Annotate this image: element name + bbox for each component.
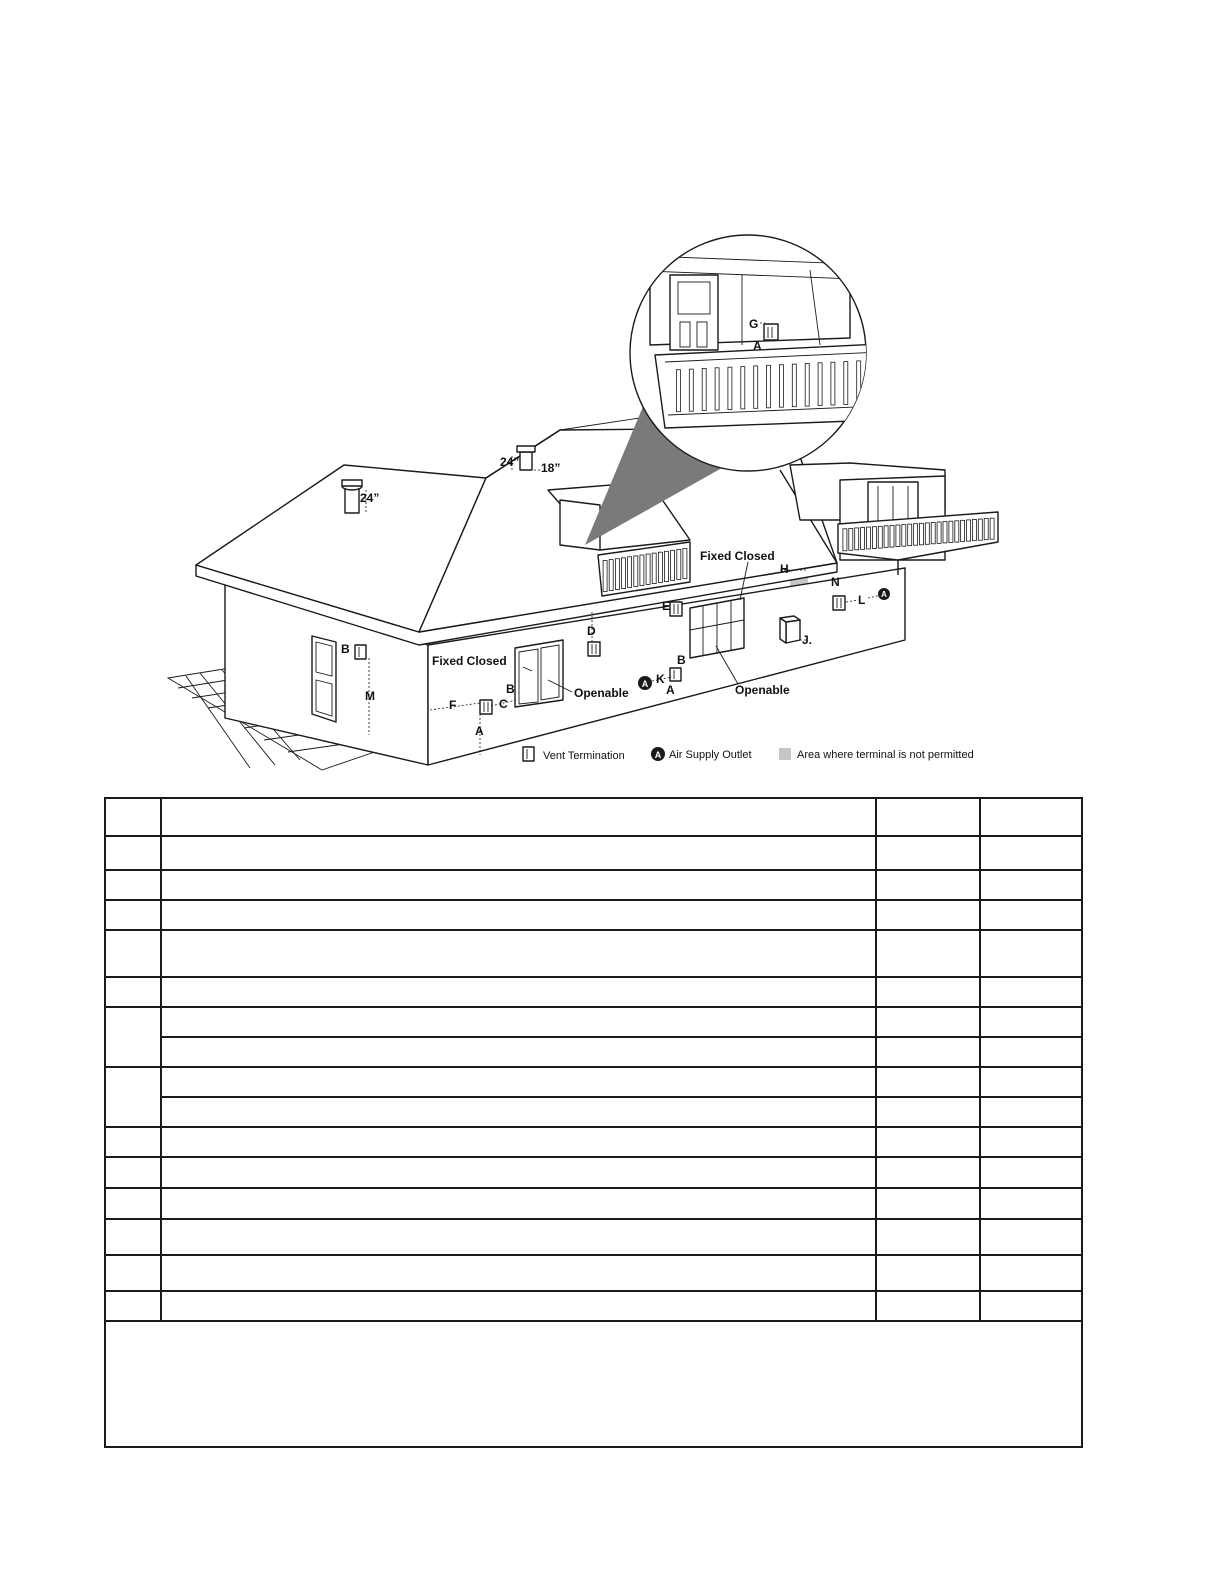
window-left — [515, 640, 563, 707]
balcony-spindle — [652, 553, 656, 583]
balcony-spindle — [949, 521, 953, 542]
table-cell — [105, 977, 161, 1007]
legend-grey-swatch — [779, 748, 791, 760]
table-cell — [980, 977, 1082, 1007]
balcony-spindle — [855, 528, 859, 550]
balcony-spindle — [961, 520, 965, 541]
clearance-label-g: G — [749, 317, 759, 331]
balcony-spindle — [925, 523, 929, 544]
balcony-spindle — [634, 556, 638, 587]
table-row — [105, 1219, 1082, 1255]
legend — [523, 747, 974, 762]
vent-termination-icon — [670, 602, 682, 616]
svg-text:A: A — [641, 679, 649, 689]
table-row — [105, 1097, 1082, 1127]
clearance-label-b-right: B — [677, 653, 686, 667]
balcony-spindle — [890, 525, 894, 547]
table-header-row — [105, 798, 1082, 836]
table-cell — [876, 1157, 980, 1188]
roof-clearance-vertical-left: 24” — [360, 491, 380, 505]
clearance-label-f: F — [449, 698, 457, 712]
balcony-spindle — [831, 362, 835, 405]
balcony-spindle — [671, 550, 675, 580]
vent-termination-icon — [670, 668, 681, 681]
table-cell — [876, 1188, 980, 1219]
balcony-spindle — [767, 365, 771, 408]
clearance-label-e: E — [662, 599, 671, 613]
balcony-spindle — [914, 524, 918, 546]
regulator-box — [780, 616, 800, 643]
table-cell — [980, 798, 1082, 836]
clearance-label-b-window: B — [506, 682, 515, 696]
balcony-spindle — [603, 561, 607, 592]
clearance-label-a-zoom: A — [753, 339, 762, 353]
balcony-spindle — [984, 519, 988, 540]
table-cell — [161, 1219, 876, 1255]
balcony-spindle — [955, 521, 959, 542]
table-cell — [161, 1157, 876, 1188]
table-row — [105, 870, 1082, 900]
table-cell — [876, 900, 980, 930]
table-cell — [876, 1219, 980, 1255]
vent-termination-icon — [523, 747, 534, 761]
table-row — [105, 900, 1082, 930]
table-cell — [105, 836, 161, 870]
clearance-label-b-door: B — [341, 642, 350, 656]
table-cell — [980, 900, 1082, 930]
table-cell — [980, 870, 1082, 900]
table-cell — [980, 930, 1082, 977]
vent-termination-icon — [833, 596, 845, 610]
table-cell — [980, 1097, 1082, 1127]
table-cell — [105, 1291, 161, 1321]
table-cell — [105, 1127, 161, 1157]
svg-text:A: A — [654, 750, 662, 760]
balcony-spindle — [990, 518, 994, 539]
balcony-spindle — [931, 522, 935, 543]
table-row — [105, 1067, 1082, 1097]
table-cell — [876, 977, 980, 1007]
clearance-label-n: N — [831, 575, 840, 589]
balcony-spindle — [665, 551, 669, 581]
table-cell — [876, 870, 980, 900]
balcony-spindle — [872, 527, 876, 549]
balcony-spindle — [646, 554, 650, 585]
table-row — [105, 1157, 1082, 1188]
table-cell — [980, 836, 1082, 870]
table-row — [105, 977, 1082, 1007]
table-cell — [161, 977, 876, 1007]
table-cell — [105, 1067, 161, 1127]
table-notes-row — [105, 1321, 1082, 1447]
table-cell — [161, 930, 876, 977]
balcony-spindle — [683, 549, 687, 579]
table-row — [105, 1037, 1082, 1067]
balcony-spindle — [676, 370, 680, 412]
label-fixed-closed-right: Fixed Closed — [700, 549, 775, 563]
table-cell — [161, 1291, 876, 1321]
table-cell — [161, 798, 876, 836]
vent-termination-icon — [764, 324, 778, 340]
balcony-spindle — [972, 520, 976, 541]
balcony-spindle — [978, 519, 982, 540]
label-openable-right: Openable — [735, 683, 790, 697]
balcony-spindle — [967, 520, 971, 541]
table-cell — [105, 1007, 161, 1067]
table-row — [105, 836, 1082, 870]
legend-air-supply-outlet: Air Supply Outlet — [669, 749, 752, 761]
balcony-spindle — [622, 558, 626, 589]
balcony-spindle — [818, 363, 822, 406]
balcony-spindle — [902, 525, 906, 547]
table-cell — [876, 836, 980, 870]
window-right — [690, 598, 744, 658]
balcony-spindle — [715, 368, 719, 410]
balcony-spindle — [861, 528, 865, 550]
table-cell — [876, 1067, 980, 1097]
table-cell — [161, 1067, 876, 1097]
clearance-label-j: J. — [802, 633, 813, 647]
clearance-label-l: L — [858, 593, 866, 607]
balcony-spindle — [615, 559, 619, 590]
balcony-spindle — [779, 365, 783, 408]
table-cell — [161, 900, 876, 930]
table-cell — [980, 1007, 1082, 1037]
legend-vent-termination: Vent Termination — [543, 750, 625, 762]
table-cell — [980, 1219, 1082, 1255]
balcony-spindle — [754, 366, 758, 408]
table-cell — [161, 1255, 876, 1291]
table-cell — [161, 1127, 876, 1157]
table-cell — [876, 1255, 980, 1291]
air-supply-outlet-icon — [638, 676, 652, 690]
table-cell — [876, 930, 980, 977]
table-cell — [105, 1188, 161, 1219]
table-cell — [161, 1097, 876, 1127]
table-cell — [980, 1157, 1082, 1188]
table-row — [105, 930, 1082, 977]
balcony-spindle — [792, 364, 796, 407]
balcony-spindle — [908, 524, 912, 546]
table-cell — [980, 1067, 1082, 1097]
balcony-spindle — [943, 522, 947, 543]
table-cell — [876, 798, 980, 836]
balcony-spindle — [867, 527, 871, 549]
label-openable-left: Openable — [574, 686, 629, 700]
balcony-spindle — [896, 525, 900, 547]
clearance-table — [104, 797, 1083, 1448]
balcony-spindle — [849, 528, 853, 550]
balcony-spindle — [628, 557, 632, 588]
table-cell — [876, 1127, 980, 1157]
table-cell — [980, 1291, 1082, 1321]
balcony-spindle — [937, 522, 941, 543]
table-row — [105, 1291, 1082, 1321]
table-cell — [980, 1127, 1082, 1157]
table-cell — [161, 1007, 876, 1037]
table-cell — [105, 1219, 161, 1255]
air-supply-outlet-icon — [651, 747, 665, 761]
table-cell — [876, 1037, 980, 1067]
vent-termination-icon — [480, 700, 492, 714]
table-cell — [161, 836, 876, 870]
clearance-label-k: K — [656, 672, 665, 686]
side-door — [312, 636, 336, 722]
table-cell — [876, 1007, 980, 1037]
table-cell — [980, 1188, 1082, 1219]
roof-clearance-horizontal: 18” — [541, 461, 561, 475]
balcony-spindle — [677, 549, 681, 579]
vent-termination-icon — [588, 642, 600, 656]
balcony-spindle — [805, 363, 809, 406]
roof-clearance-vertical-right: 24” — [500, 455, 520, 469]
balcony-spindle — [689, 369, 693, 411]
clearance-label-d: D — [587, 624, 596, 638]
table-row — [105, 1007, 1082, 1037]
clearance-label-a: A — [475, 724, 484, 738]
balcony-spindle — [870, 360, 874, 403]
clearance-label-a-right: A — [666, 683, 675, 697]
table-cell — [876, 1291, 980, 1321]
table-row — [105, 1255, 1082, 1291]
clearance-label-m: M — [365, 689, 375, 703]
balcony-spindle — [702, 368, 706, 410]
label-fixed-closed-left: Fixed Closed — [432, 654, 507, 668]
balcony-spindle — [844, 362, 848, 405]
clearance-label-h: H — [780, 562, 789, 576]
table-cell — [980, 1255, 1082, 1291]
air-supply-outlet-icon — [878, 588, 890, 600]
table-cell — [161, 1188, 876, 1219]
house-vent-clearance-diagram — [0, 0, 1224, 790]
balcony-spindle — [640, 555, 644, 586]
table-row — [105, 1188, 1082, 1219]
clearance-label-c: C — [499, 697, 508, 711]
balcony-spindle — [843, 529, 847, 551]
legend-restricted-area: Area where terminal is not permitted — [797, 749, 974, 761]
balcony-spindle — [884, 526, 888, 548]
table-cell — [105, 900, 161, 930]
balcony-spindle — [919, 523, 923, 545]
table-cell — [161, 1037, 876, 1067]
table-cell — [105, 1157, 161, 1188]
balcony-spindle — [878, 526, 882, 548]
vent-termination-icon — [355, 645, 366, 659]
balcony-spindle — [741, 367, 745, 409]
balcony-spindle — [609, 560, 613, 591]
table-cell — [161, 870, 876, 900]
table-cell — [105, 798, 161, 836]
table-cell — [105, 1255, 161, 1291]
balcony-spindle — [857, 361, 861, 404]
svg-text:A: A — [881, 590, 887, 599]
table-cell — [105, 870, 161, 900]
balcony-spindle — [658, 552, 662, 582]
table-row — [105, 1127, 1082, 1157]
table-cell — [980, 1037, 1082, 1067]
table-notes-cell — [105, 1321, 1082, 1447]
table-cell — [876, 1097, 980, 1127]
table-cell — [105, 930, 161, 977]
balcony-spindle — [728, 367, 732, 409]
